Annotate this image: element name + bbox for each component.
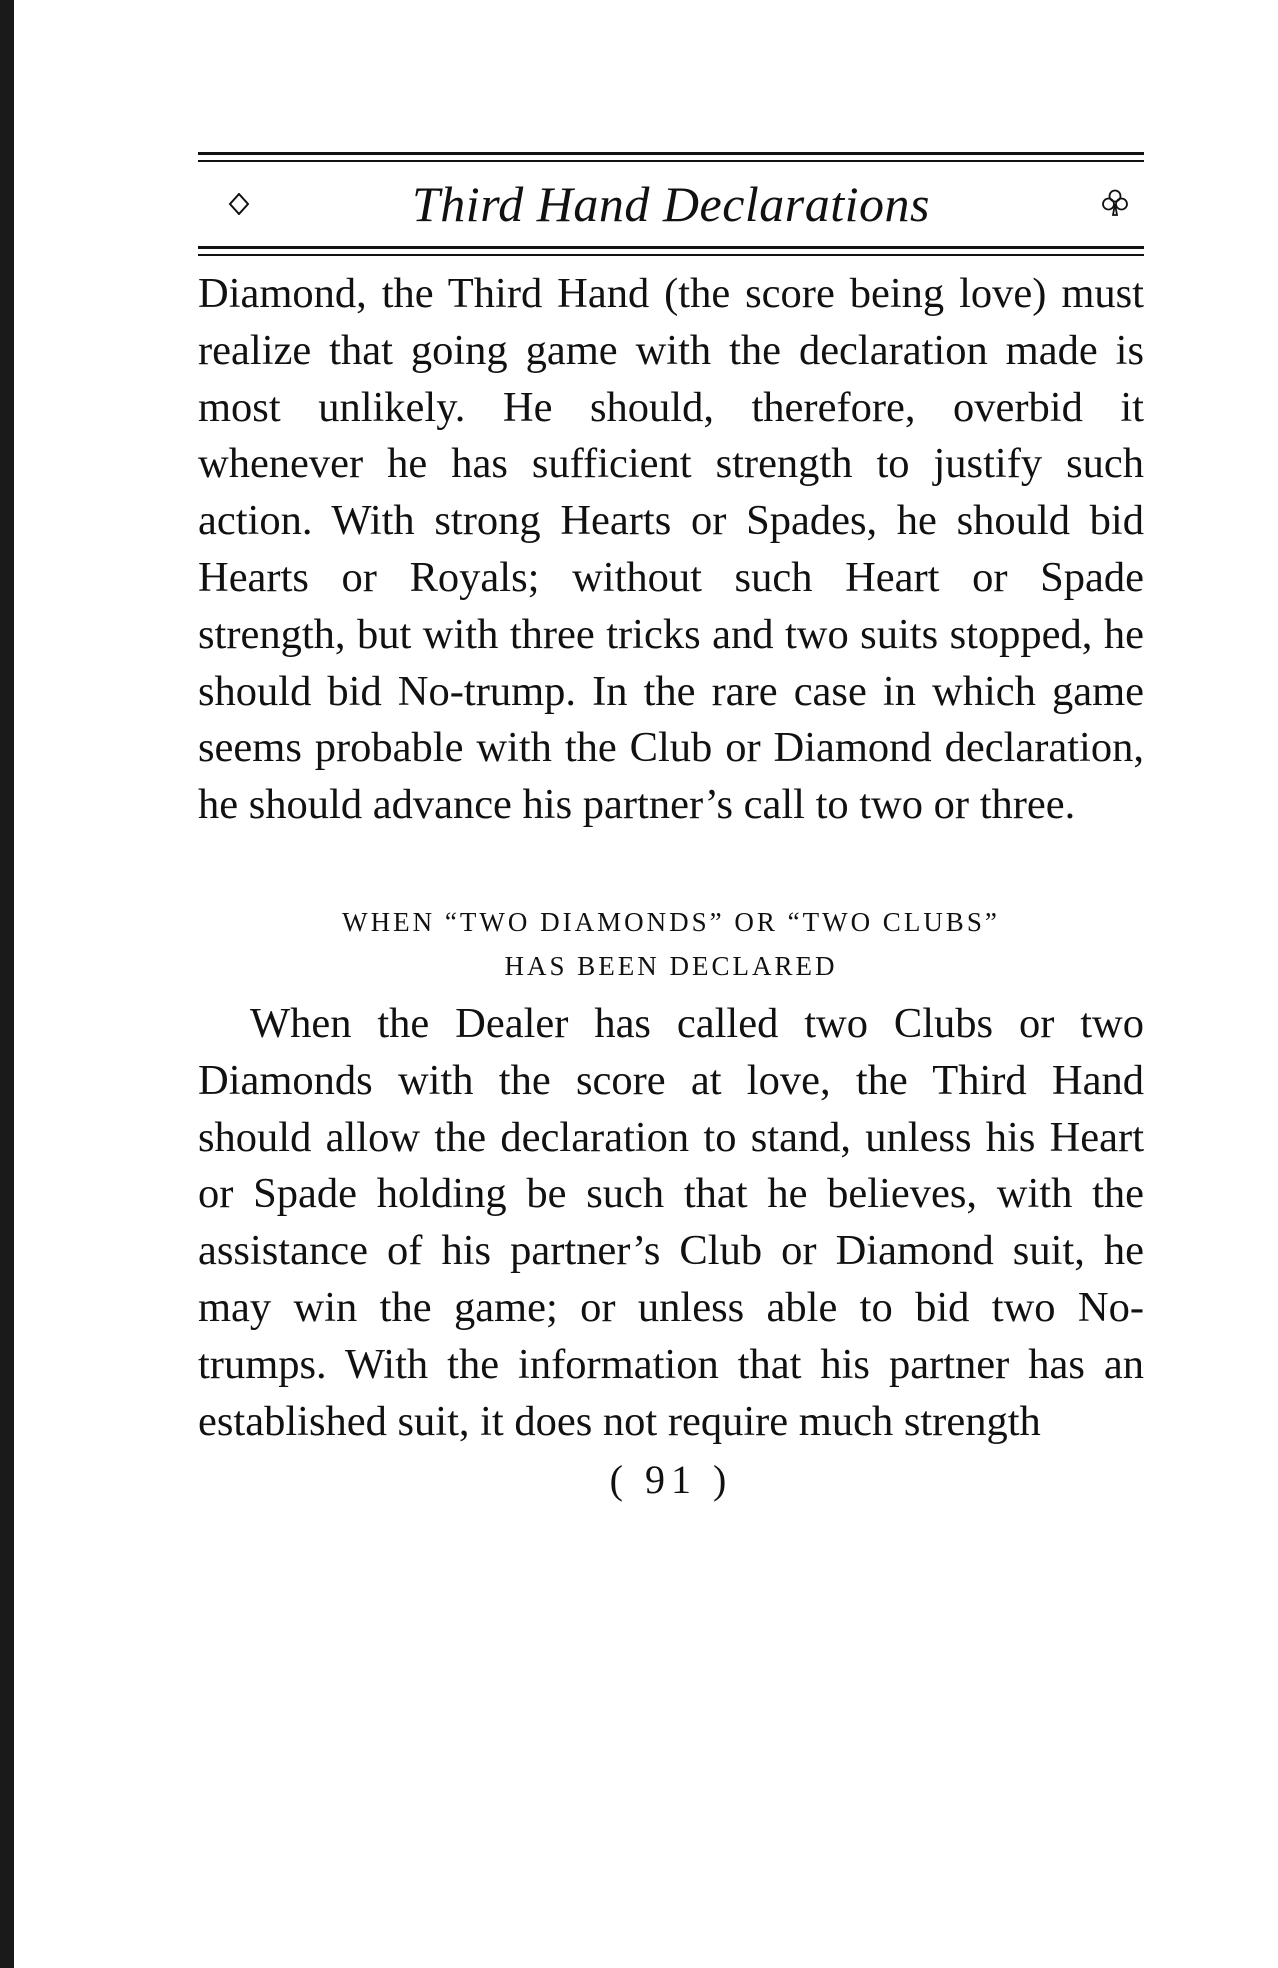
paragraph-2-text: When the Dealer has called two Clubs or two Diamonds with the score at love, the Third Hand should allow the declaration to stand, unless his Heart or Spade holding be such that he believes, with the assistance of his partner’s Club or Diamond suit, he may win the game; or unless able to bid two No-trumps. With the information that his partner has an established suit, it does not require much strength [198, 999, 1144, 1445]
section-heading-line-1: WHEN “TWO DIAMONDS” OR “TWO CLUBS” [342, 906, 1000, 937]
scan-edge [0, 0, 14, 1968]
section-heading [198, 900, 1144, 988]
book-page [198, 152, 1144, 1503]
page-number: ( 91 ) [609, 1457, 733, 1503]
diamond-icon [228, 193, 250, 215]
running-head-title: Third Hand Declarations [412, 176, 930, 232]
section-heading-line-2: HAS BEEN DECLARED [504, 950, 838, 981]
paragraph-second [198, 996, 1144, 1450]
running-head [198, 162, 1144, 246]
paragraph-1-text: Diamond, the Third Hand (the score being love) must realize that going game with the declaration made is most unlikely. He should, therefore, overbid it whenever he has sufficient strength to justify such action. With strong Hearts or Spades, he should bid Hearts or Royals; without such Heart or Spade strength, but with three tricks and two suits stopped, he should bid No-trump. In the rare case in which game seems probable with the Club or Diamond declaration, he should advance his partner’s call to two or three. [198, 270, 1144, 829]
paragraph-continued [198, 266, 1144, 834]
header-bottom-rule [198, 246, 1144, 256]
club-icon [1100, 188, 1130, 218]
top-rule [198, 152, 1144, 162]
